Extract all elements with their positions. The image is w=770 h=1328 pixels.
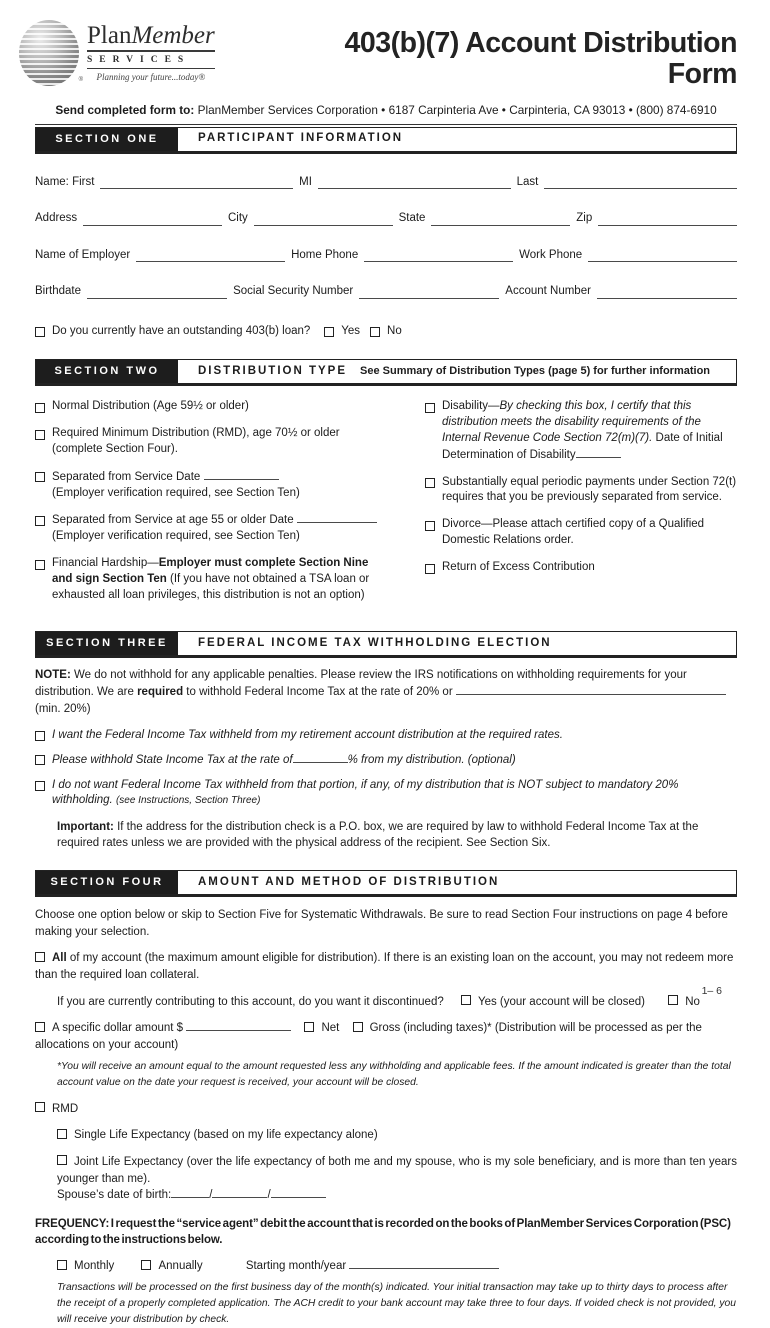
rmd-checkbox[interactable] xyxy=(35,1102,45,1112)
mi-label: MI xyxy=(299,175,312,188)
ssn-label: Social Security Number xyxy=(233,285,354,298)
gross-label: Gross (including taxes)* (Distribution will be processed as per the allocations on your account) xyxy=(35,1022,702,1051)
page-title-line2: Form xyxy=(667,58,737,91)
loan-yes-checkbox[interactable] xyxy=(324,327,334,337)
annually-label: Annually xyxy=(158,1260,203,1273)
contributing-yes-label: Yes (your account will be closed) xyxy=(477,995,646,1008)
important-label: Important: xyxy=(57,820,114,833)
specific-amount-label: A specific dollar amount $ xyxy=(52,1022,184,1035)
state-label: State xyxy=(398,212,426,225)
separation-date-input[interactable] xyxy=(204,469,279,480)
excess-contribution-label: Return of Excess Contribution xyxy=(442,561,595,574)
work-phone-label: Work Phone xyxy=(519,248,583,261)
loan-question-row xyxy=(35,324,737,340)
federal-withheld-label: I want the Federal Income Tax withheld from my retirement account distribution at the required rates. xyxy=(52,728,563,741)
section-four-title: AMOUNT AND METHOD OF DISTRIBUTION xyxy=(198,875,500,888)
separated-age55-label: Separated from Service at age 55 or older Date xyxy=(52,514,294,527)
section-one-label: SECTION ONE xyxy=(36,128,178,151)
section-four-bar xyxy=(35,870,737,897)
disability-date-input[interactable] xyxy=(576,447,621,458)
loan-question-label: Do you currently have an outstanding 403(b) loan? xyxy=(52,324,311,337)
dob-slash-1: / xyxy=(209,1189,213,1202)
send-to-label: Send completed form to: xyxy=(55,102,195,117)
employer-row xyxy=(35,248,737,264)
option-separated-age55 xyxy=(35,512,387,545)
mi-input[interactable] xyxy=(318,177,511,189)
option-joint-life xyxy=(57,1154,737,1204)
option-sepp xyxy=(425,475,737,507)
page-number: 1– 6 xyxy=(701,984,722,997)
frequency-text: I request the “service agent” debit the account that is recorded on the books of PlanMember Services Corporation (PSC) according to the instructions below. xyxy=(35,1217,731,1246)
loan-question-checkbox[interactable] xyxy=(35,327,45,337)
normal-distribution-label: Normal Distribution (Age 59½ or older) xyxy=(52,400,249,413)
home-phone-label: Home Phone xyxy=(291,248,359,261)
send-to-address: PlanMember Services Corporation • 6187 Carpinteria Ave • Carpinteria, CA 93013 • (800) 874-6910 xyxy=(197,102,717,117)
option-excess-contribution xyxy=(425,560,737,576)
separation-age55-date-input[interactable] xyxy=(297,512,377,523)
frequency-label: FREQUENCY: xyxy=(35,1217,110,1230)
section-three-bar xyxy=(35,631,737,658)
page-title xyxy=(345,28,737,91)
all-text: of my account (the maximum amount eligible for distribution). If there is an existing loan on the account, you may not redeem more than the required loan collateral. xyxy=(35,952,734,981)
financial-hardship-pre: Financial Hardship— xyxy=(52,557,159,570)
employer-label: Name of Employer xyxy=(35,248,131,261)
note-text-a: We do not withhold for any applicable penalties. Please review the IRS notifications on withholding requirements for your distribution. We are xyxy=(35,668,687,699)
no-federal-withholding-label: I do not want Federal Income Tax withheld from that portion, if any, of my distribution that is NOT subject to mandatory 20% withholding. xyxy=(52,778,679,807)
address-input[interactable] xyxy=(83,214,222,226)
section-three-label: SECTION THREE xyxy=(36,632,178,655)
logo-text xyxy=(87,23,215,84)
no-federal-withholding-ref: (see Instructions, Section Three) xyxy=(115,795,261,807)
loan-yes-label: Yes xyxy=(341,324,361,337)
loan-no-checkbox[interactable] xyxy=(370,327,380,337)
zip-label: Zip xyxy=(576,212,593,225)
page-title-line1: 403(b)(7) Account Distribution xyxy=(344,27,737,59)
note-text-b: to withhold Federal Income Tax at the rate of 20% or xyxy=(186,686,453,699)
option-federal-withheld xyxy=(35,728,737,744)
joint-life-checkbox[interactable] xyxy=(57,1155,67,1165)
option-divorce xyxy=(425,517,737,549)
last-name-input[interactable] xyxy=(544,177,737,189)
specific-amount-checkbox[interactable] xyxy=(35,1022,45,1032)
spouse-dob-label: Spouse’s date of birth: xyxy=(57,1189,172,1202)
globe-icon xyxy=(19,20,83,86)
option-no-federal-withholding xyxy=(35,778,737,809)
single-life-label: Single Life Expectancy (based on my life expectancy alone) xyxy=(74,1129,378,1142)
separated-service-label: Separated from Service Date xyxy=(52,470,201,483)
state-withholding-post: % from my distribution. (optional) xyxy=(347,754,516,767)
last-name-label: Last xyxy=(516,175,539,188)
separated-service-sub: (Employer verification required, see Section Ten) xyxy=(52,486,300,499)
gross-checkbox[interactable] xyxy=(353,1022,363,1032)
option-disability xyxy=(425,399,737,463)
section-two-note: See Summary of Distribution Types (page 5) for further information xyxy=(360,365,711,378)
section-four-label: SECTION FOUR xyxy=(36,871,178,894)
annually-checkbox[interactable] xyxy=(141,1260,151,1270)
contributing-question xyxy=(57,994,737,1011)
transactions-footnote: Transactions will be processed on the first business day of the month(s) indicated. Your initial transaction may take up to thirty days to process after the receipt of a properly completed application. The ACH credit to your bank account may take three to four days. If voided check is not provided, you will receive your distribution by check. xyxy=(57,1281,737,1325)
frequency-statement xyxy=(35,1216,737,1248)
section-one-title: PARTICIPANT INFORMATION xyxy=(198,132,404,145)
min-rate-note: (min. 20%) xyxy=(35,703,91,716)
city-label: City xyxy=(227,212,248,225)
birthdate-label: Birthdate xyxy=(35,285,82,298)
work-phone-input[interactable] xyxy=(588,250,737,262)
account-number-input[interactable] xyxy=(597,287,737,299)
city-input[interactable] xyxy=(254,214,393,226)
ssn-input[interactable] xyxy=(359,287,499,299)
sepp-checkbox[interactable] xyxy=(425,478,435,488)
excess-contribution-checkbox[interactable] xyxy=(425,564,435,574)
single-life-checkbox[interactable] xyxy=(57,1129,67,1139)
normal-distribution-checkbox[interactable] xyxy=(35,403,45,413)
option-rmd xyxy=(35,1101,737,1118)
address-row xyxy=(35,211,737,227)
section-two-bar xyxy=(35,359,737,386)
distribution-type-left xyxy=(35,399,387,615)
monthly-checkbox[interactable] xyxy=(57,1260,67,1270)
contributing-yes-checkbox[interactable] xyxy=(461,995,471,1005)
state-withholding-pre: Please withhold State Income Tax at the rate of xyxy=(52,754,293,767)
divorce-label: Divorce—Please attach certified copy of a Qualified Domestic Relations order. xyxy=(442,518,705,547)
option-all-account xyxy=(35,950,737,983)
account-number-label: Account Number xyxy=(505,285,591,298)
contributing-no-label: No xyxy=(685,995,700,1008)
logo-plan: Plan xyxy=(87,21,132,49)
logo-member: Member xyxy=(131,21,215,49)
all-account-checkbox[interactable] xyxy=(35,952,45,962)
option-single-life xyxy=(57,1127,737,1144)
divorce-checkbox[interactable] xyxy=(425,521,435,531)
federal-withheld-checkbox[interactable] xyxy=(35,731,45,741)
important-text: If the address for the distribution check is a P.O. box, we are required by law to withhold Federal Income Tax at the required rates unless we are provided with the physical address of the recipient. See Section Six. xyxy=(57,820,699,850)
state-rate-input[interactable] xyxy=(293,752,348,763)
option-financial-hardship xyxy=(35,556,387,604)
no-federal-withholding-checkbox[interactable] xyxy=(35,781,45,791)
section-two-title: DISTRIBUTION TYPE xyxy=(198,364,348,377)
starting-label: Starting month/year xyxy=(245,1260,347,1273)
distribution-type-right xyxy=(425,399,737,615)
distribution-type-columns xyxy=(35,399,737,615)
section-one-bar xyxy=(35,127,737,154)
spouse-dob-year-input[interactable] xyxy=(271,1187,326,1198)
rmd-distribution-sub: (complete Section Four). xyxy=(52,442,178,455)
option-specific-amount xyxy=(35,1020,737,1053)
option-separated-service xyxy=(35,469,387,502)
logo-wordmark xyxy=(87,23,215,52)
contributing-no-checkbox[interactable] xyxy=(668,995,678,1005)
monthly-label: Monthly xyxy=(74,1260,115,1273)
birthdate-row xyxy=(35,284,737,300)
first-name-input[interactable] xyxy=(100,177,293,189)
rmd-distribution-label: Required Minimum Distribution (RMD), age 70½ or older xyxy=(52,427,340,440)
disability-italic: By checking this box, I certify that this distribution meets the disability requirements of the Internal Revenue Code Section 72(m)(7). xyxy=(442,400,701,444)
separated-service-checkbox[interactable] xyxy=(35,472,45,482)
joint-life-label: Joint Life Expectancy (over the life expectancy of both me and my spouse, who is my sole beneficiary, and is more than ten years younger than me). xyxy=(57,1155,737,1185)
registered-mark-icon: ® xyxy=(78,76,83,83)
first-name-label: Name: First xyxy=(35,175,95,188)
logo-tagline: Planning your future...today® xyxy=(96,72,206,83)
spouse-dob-day-input[interactable] xyxy=(212,1187,267,1198)
header xyxy=(35,20,737,91)
all-bold: All xyxy=(52,952,67,965)
starting-month-year-input[interactable] xyxy=(349,1258,499,1269)
spouse-dob-month-input[interactable] xyxy=(171,1187,209,1198)
planmember-logo xyxy=(19,20,215,86)
birthdate-input[interactable] xyxy=(87,287,227,299)
section-two-label: SECTION TWO xyxy=(36,360,178,383)
state-input[interactable] xyxy=(431,214,570,226)
name-row xyxy=(35,175,737,191)
home-phone-input[interactable] xyxy=(364,250,513,262)
state-withholding-checkbox[interactable] xyxy=(35,755,45,765)
required-word: required xyxy=(137,686,184,699)
disability-checkbox[interactable] xyxy=(425,403,435,413)
option-normal-distribution xyxy=(35,399,387,415)
financial-hardship-checkbox[interactable] xyxy=(35,560,45,570)
address-label: Address xyxy=(35,212,78,225)
section-three-title: FEDERAL INCOME TAX WITHHOLDING ELECTION xyxy=(198,636,552,649)
disability-post: Date of Initial Determination of Disability xyxy=(442,431,723,461)
employer-input[interactable] xyxy=(136,250,285,262)
frequency-options xyxy=(57,1258,737,1275)
withholding-rate-input[interactable] xyxy=(456,684,726,695)
specific-amount-input[interactable] xyxy=(186,1020,291,1031)
option-state-withholding xyxy=(35,752,737,769)
zip-input[interactable] xyxy=(598,214,737,226)
rmd-distribution-checkbox[interactable] xyxy=(35,430,45,440)
net-checkbox[interactable] xyxy=(304,1022,314,1032)
separated-age55-checkbox[interactable] xyxy=(35,516,45,526)
rmd-label: RMD xyxy=(52,1102,79,1115)
withholding-note xyxy=(35,667,737,719)
note-label: NOTE: xyxy=(35,668,71,681)
disability-pre: Disability— xyxy=(442,400,500,413)
contributing-question-label: If you are currently contributing to this account, do you want it discontinued? xyxy=(57,995,444,1008)
logo-services: SERVICES xyxy=(87,54,215,70)
net-label: Net xyxy=(321,1022,340,1035)
option-rmd-distribution xyxy=(35,426,387,458)
specific-amount-footnote: *You will receive an amount equal to the amount requested less any withholding and applicable fees. If the amount indicated is greater than the total account value on the date your request is received, your account will be closed. xyxy=(57,1060,731,1088)
send-to-line xyxy=(35,103,737,125)
separated-age55-sub: (Employer verification required, see Section Ten) xyxy=(52,530,300,543)
sepp-label: Substantially equal periodic payments under Section 72(t) requires that you be previously separated from service. xyxy=(442,475,737,504)
loan-no-label: No xyxy=(387,324,402,337)
financial-hardship-bold: Employer must complete Section Nine and sign Section Ten xyxy=(52,557,369,586)
dob-slash-2: / xyxy=(267,1189,271,1202)
section-four-intro: Choose one option below or skip to Section Five for Systematic Withdrawals. Be sure to read Section Four instructions on page 4 before making your selection. xyxy=(35,908,728,938)
important-note xyxy=(57,819,737,852)
financial-hardship-post: (If you have not obtained a TSA loan or exhausted all loan privileges, this distribution is not an option) xyxy=(52,573,370,601)
